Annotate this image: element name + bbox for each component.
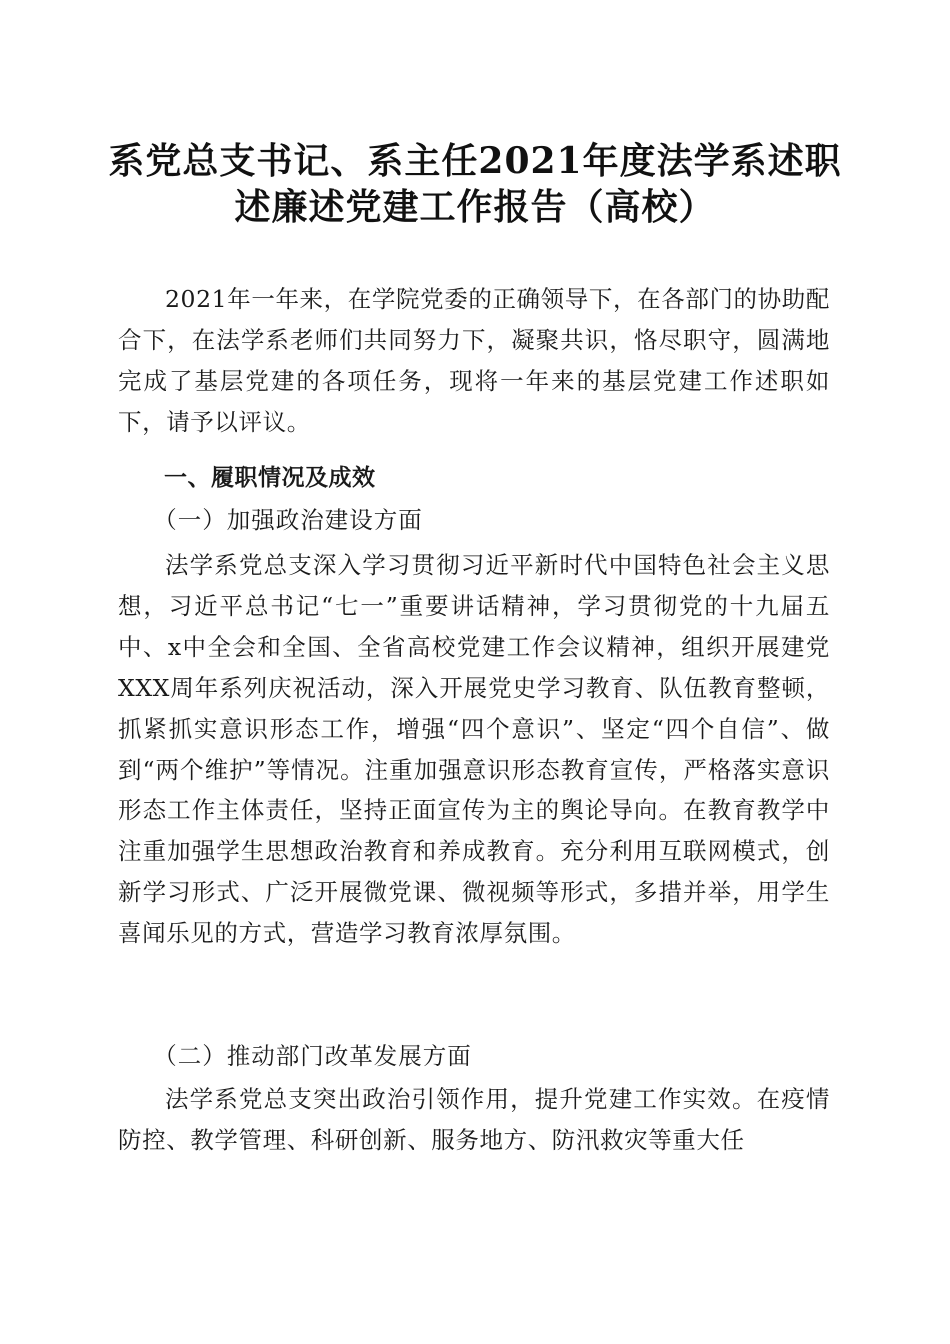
subsection-1-paragraph: 法学系党总支深入学习贯彻习近平新时代中国特色社会主义思想，习近平总书记“七一”重要讲话精神，学习贯彻党的十九届五中、x中全会和全国、全省高校党建工作会议精神，组织开展建党XXX周年系列庆祝活动，深入开展党史学习教育、队伍教育整顿，抓紧抓实意识形态工作，增强“四个意识”、坚定“四个自信”、做到“两个维护”等情况。注重加强意识形态教育宣传，严格落实意识形态工作主体责任，坚持正面宣传为主的舆论导向。在教育教学中注重加强学生思想政治教育和养成教育。充分利用互联网模式，创新学习形式、广泛开展微党课、微视频等形式，多措并举，用学生喜闻乐见的方式，营造学习教育浓厚氛围。 — [118, 551, 830, 948]
subsection-2-paragraph: 法学系党总支突出政治引领作用，提升党建工作实效。在疫情防控、教学管理、科研创新、服务地方、防汛救灾等重大任 — [118, 1085, 830, 1154]
subsection-2-heading: （二）推动部门改革发展方面 — [153, 1042, 472, 1070]
section-1-heading: 一、履职情况及成效 — [164, 465, 376, 491]
intro-paragraph: 2021年一年来，在学院党委的正确领导下，在各部门的协助配合下，在法学系老师们共同努力下，凝聚共识，恪尽职守，圆满地完成了基层党建的各项任务，现将一年来的基层党建工作述职如下，请予以评议。 — [118, 285, 830, 436]
document-title-line-1: 系党总支书记、系主任2021年度法学系述职 — [108, 140, 842, 182]
subsection-1-heading: （一）加强政治建设方面 — [153, 506, 423, 534]
document-title-line-2: 述廉述党建工作报告（高校） — [234, 186, 716, 228]
